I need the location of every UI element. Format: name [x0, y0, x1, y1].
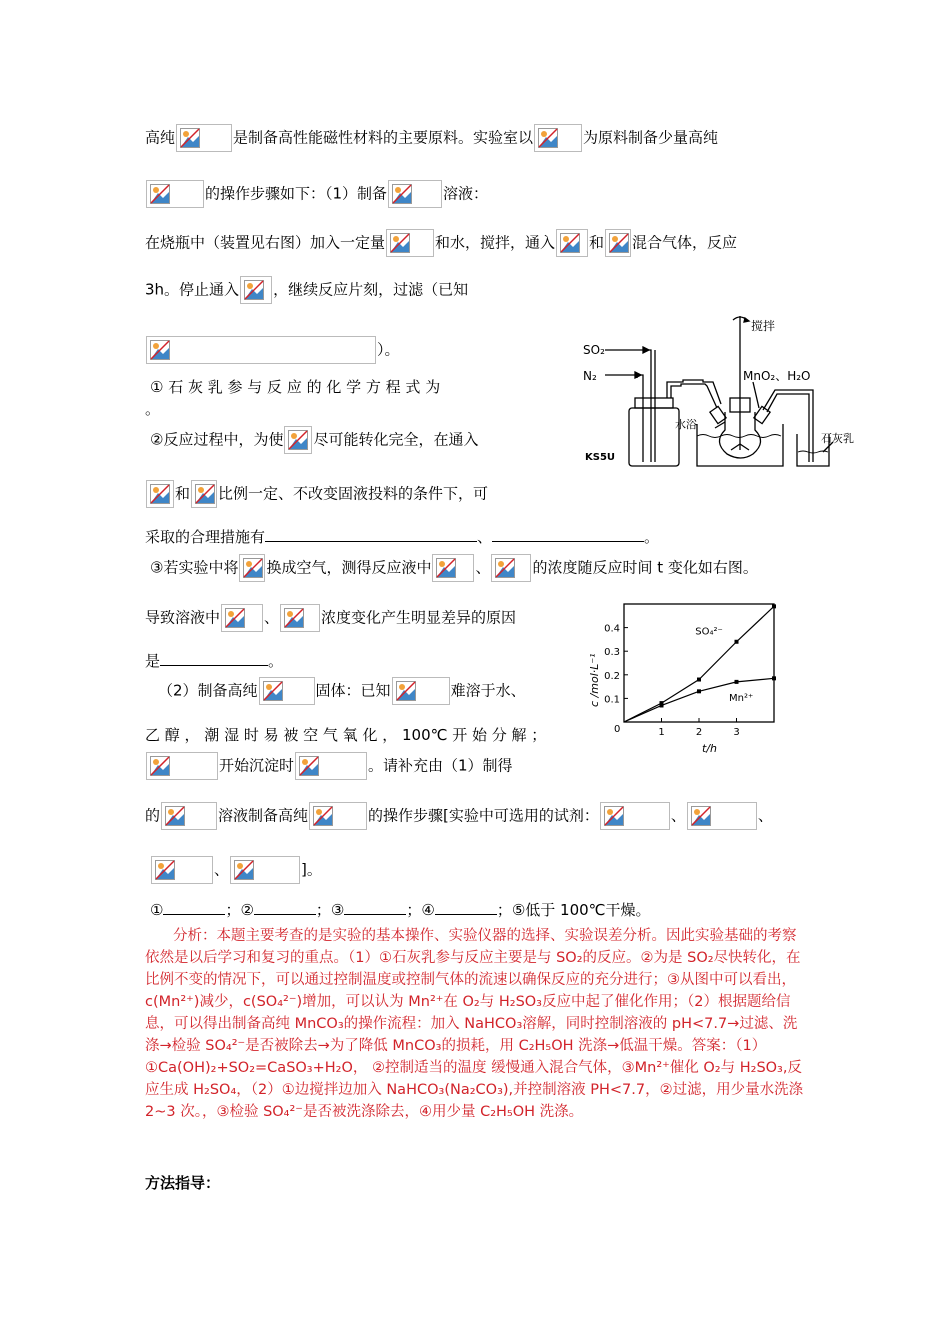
formula-image: [146, 480, 174, 508]
formula-image: [161, 802, 217, 830]
formula-image: [534, 124, 582, 152]
formula-image: [146, 752, 218, 780]
y-axis-label: c /mol·L⁻¹: [588, 653, 601, 707]
question-line: 导致溶液中 、 浓度变化产生明显差异的原因: [145, 604, 516, 632]
data-point: [772, 676, 776, 680]
image-placeholder-icon: [604, 806, 624, 826]
data-point: [735, 640, 739, 644]
formula-image: [240, 276, 272, 304]
answer-blank: [492, 527, 644, 542]
method-heading: 方法指导：: [145, 1174, 221, 1192]
question-line: 。: [145, 400, 161, 418]
formula-image: [605, 229, 631, 257]
image-placeholder-icon: [691, 806, 711, 826]
question-line: 开始沉淀时 。请补充由（1）制得: [145, 752, 513, 780]
answer-blank: [344, 900, 406, 915]
mno2-label: MnO₂、H₂O: [743, 369, 811, 383]
formula-image: [191, 480, 217, 508]
formula-image: [151, 856, 213, 884]
question-line: 采取的合理措施有 、 。: [145, 528, 660, 546]
question-line: 的 溶液制备高纯 的操作步骤[实验中可选用的试剂： 、 、: [145, 802, 773, 830]
image-placeholder-icon: [155, 860, 175, 880]
question-line: 的操作步骤如下：（1）制备 溶液：: [145, 180, 488, 208]
series-line: [624, 606, 774, 722]
formula-image: [388, 180, 442, 208]
image-placeholder-icon: [195, 484, 215, 504]
formula-image: [176, 124, 232, 152]
analysis-text: 分析：本题主要考查的是实验的基本操作、实验仪器的选择、实验误差分析。因此实验基础的考察依然是以后学习和复习的重点。（1）①石灰乳参与反应主要是与 SO₂的反应。②为是 SO₂尽快转化，在比例不变的情况下，可以通过控制温度或控制气体的流速以确保反应的充分进行；③从图中可以看出，c(Mn²⁺)减少，c(SO₄²⁻)增加，可以认为 Mn²⁺在 O₂与 H₂SO₃反应中起了催化作用；（2）根据题给信息，可以得出制备高纯 MnCO₃的操作流程：加入 NaHCO₃溶解，同时控制溶液的 pH<7.7→过滤、洗涤→检验 SO₄²⁻是否被除去→为了降低 MnCO₃的损耗，用 C₂H₅OH 洗涤→低温干燥。答案：（1）①Ca(OH)₂+SO₂=CaSO₃+H₂O， ②控制适当的温度 缓慢通入混合气体，③Mn²⁺催化 O₂与 H₂SO₃,反应生成 H₂SO₄，（2）①边搅拌边加入 NaHCO₃(Na₂CO₃),并控制溶液 PH<7.7，②过滤，用少量水洗涤 2~3 次。，③检验 SO₄²⁻是否被洗涤除去，④用少量 C₂H₅OH 洗涤。: [145, 928, 804, 1120]
question-line: ）。: [145, 336, 400, 364]
plot-frame: [624, 604, 774, 722]
x-tick-label: 3: [733, 727, 740, 738]
watermark-label: KS5U: [585, 452, 616, 463]
formula-image: [309, 802, 367, 830]
image-placeholder-icon: [150, 484, 170, 504]
answer-blank: [163, 900, 225, 915]
question-line: 在烧瓶中（装置见右图）加入一定量 和水，搅拌，通入 和 混合气体，反应: [145, 229, 737, 257]
formula-image: [600, 802, 670, 830]
n2-label: N₂: [583, 369, 597, 383]
image-placeholder-icon: [538, 128, 558, 148]
formula-image: [687, 802, 757, 830]
image-placeholder-icon: [244, 280, 264, 300]
image-placeholder-icon: [288, 430, 308, 450]
question-line: 乙 醇 ， 潮 湿 时 易 被 空 气 氧 化 ， 100℃ 开 始 分 解 ；: [145, 726, 547, 744]
image-placeholder-icon: [609, 233, 629, 253]
question-line: ③若实验中将 换成空气，测得反应液中 、 的浓度随反应时间 t 变化如右图。: [150, 554, 758, 582]
so2-label: SO₂: [583, 343, 605, 357]
data-point: [660, 703, 664, 707]
image-placeholder-icon: [150, 184, 170, 204]
formula-image: [432, 554, 474, 582]
formula-image: [239, 554, 265, 582]
image-placeholder-icon: [243, 558, 263, 578]
formula-image: [230, 856, 300, 884]
answer-blank: [265, 527, 477, 542]
image-placeholder-icon: [180, 128, 200, 148]
y-tick-label: 0.2: [604, 670, 620, 682]
image-placeholder-icon: [225, 608, 245, 628]
y-tick-label: 0.1: [604, 694, 620, 706]
lime-milk-label: 石灰乳: [821, 432, 854, 445]
data-point: [735, 680, 739, 684]
question-line: （2）制备高纯 固体：已知 难溶于水、: [158, 677, 526, 705]
image-placeholder-icon: [284, 608, 304, 628]
formula-image: [392, 677, 450, 705]
formula-image: [556, 229, 588, 257]
question-line: 高纯 是制备高性能磁性材料的主要原料。实验室以 为原料制备少量高纯: [145, 124, 718, 152]
formula-image: [146, 336, 376, 364]
formula-image: [491, 554, 531, 582]
image-placeholder-icon: [234, 860, 254, 880]
question-line: 是 。: [145, 652, 284, 670]
data-point: [697, 678, 701, 682]
y-tick-label: 0.4: [604, 623, 620, 635]
x-tick-label: 2: [695, 727, 703, 738]
x-tick-label: 1: [658, 727, 665, 738]
water-bath-label: 水浴: [675, 418, 697, 431]
data-point: [697, 689, 701, 693]
question-line: ① 石 灰 乳 参 与 反 应 的 化 学 方 程 式 为: [150, 378, 441, 396]
image-placeholder-icon: [396, 681, 416, 701]
concentration-chart: [578, 592, 788, 760]
answer-blank: [435, 900, 497, 915]
origin-label: 0: [614, 724, 621, 735]
formula-image: [295, 752, 367, 780]
formula-image: [221, 604, 263, 632]
series-label: Mn²⁺: [729, 692, 754, 704]
image-placeholder-icon: [150, 756, 170, 776]
formula-image: [259, 677, 315, 705]
apparatus-diagram: [575, 312, 865, 472]
answer-blank: [254, 900, 316, 915]
answer-blank: [160, 651, 268, 666]
y-tick-label: 0.3: [604, 647, 620, 659]
question-line: ②反应过程中，为使 尽可能转化完全，在通入: [150, 426, 478, 454]
image-placeholder-icon: [392, 184, 412, 204]
stir-label: 搅拌: [751, 319, 776, 333]
question-line: 、 ]。: [150, 856, 322, 884]
image-placeholder-icon: [150, 340, 170, 360]
image-placeholder-icon: [495, 558, 515, 578]
formula-image: [386, 229, 434, 257]
image-placeholder-icon: [299, 756, 319, 776]
image-placeholder-icon: [263, 681, 283, 701]
image-placeholder-icon: [390, 233, 410, 253]
question-line: 和 比例一定、不改变固液投料的条件下，可: [145, 480, 488, 508]
image-placeholder-icon: [436, 558, 456, 578]
image-placeholder-icon: [165, 806, 185, 826]
series-label: SO₄²⁻: [695, 626, 723, 638]
image-placeholder-icon: [560, 233, 580, 253]
x-axis-label: t/h: [702, 742, 717, 755]
formula-image: [146, 180, 204, 208]
data-point: [772, 604, 776, 608]
image-placeholder-icon: [313, 806, 333, 826]
question-line: ① ；② ；③ ；④ ；⑤低于 100℃干燥。: [150, 901, 651, 919]
formula-image: [284, 426, 312, 454]
formula-image: [280, 604, 320, 632]
question-line: 3h。停止通入 ，继续反应片刻，过滤（已知: [145, 276, 468, 304]
